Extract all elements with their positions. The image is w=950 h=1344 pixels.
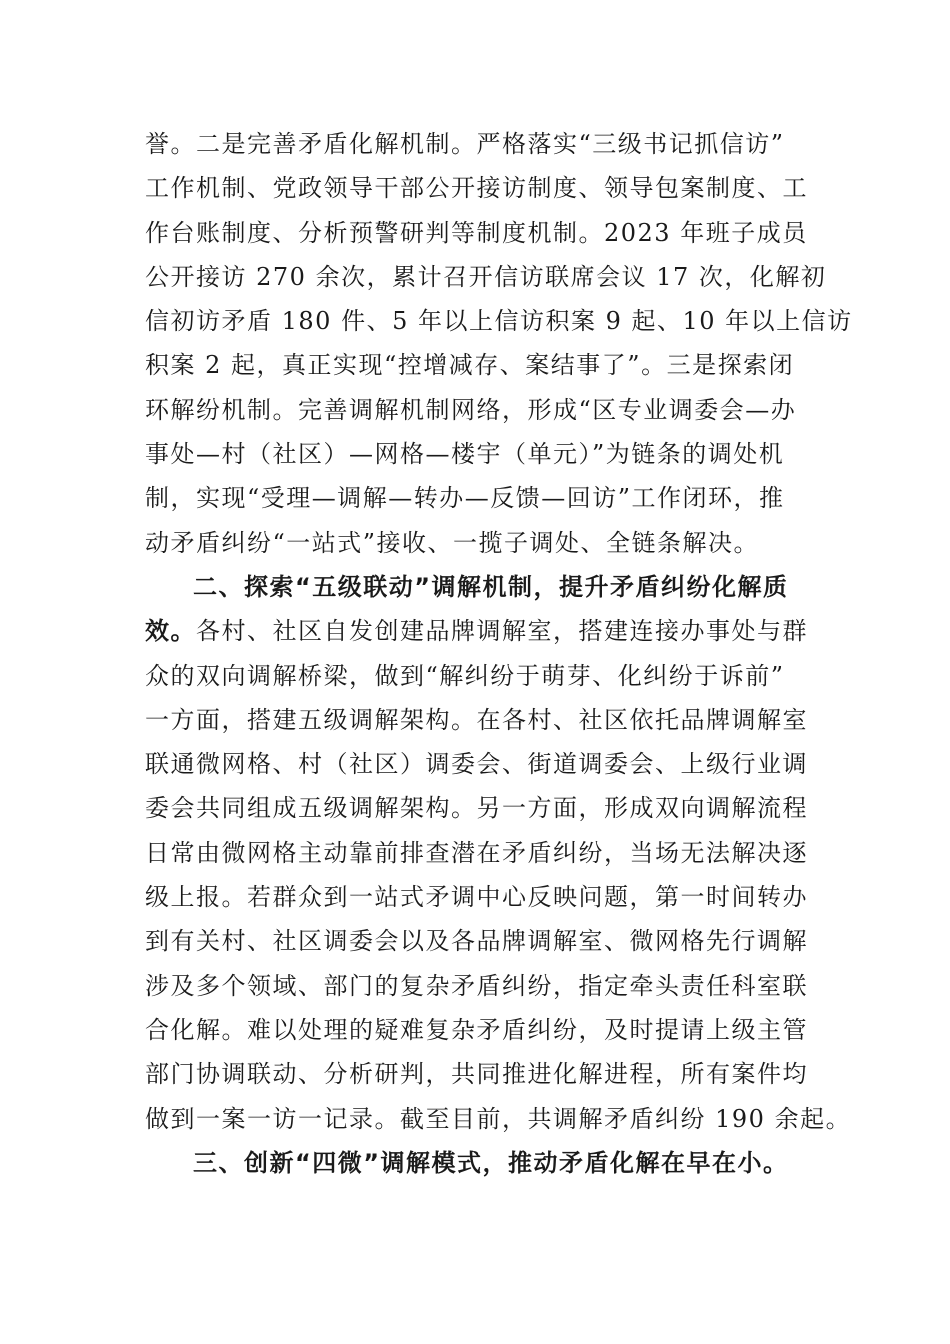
text-line: 制，实现“受理—调解—转办—反馈—回访”工作闭环，推 — [145, 484, 785, 513]
text-run: 各村、社区自发创建品牌调解室，搭建连接办事处与群 — [196, 617, 808, 646]
text-line: 部门协调联动、分析研判，共同推进化解进程，所有案件均 — [145, 1060, 808, 1089]
text-line: 动矛盾纠纷“一站式”接收、一揽子调处、全链条解决。 — [145, 528, 760, 557]
text-line — [145, 609, 825, 653]
text-line: 信初访矛盾 180 件、5 年以上信访积案 9 起、10 年以上信访 — [145, 307, 853, 336]
text-line: 誉。二是完善矛盾化解机制。严格落实“三级书记抓信访” — [145, 130, 785, 158]
section-heading-2-end: 效。 — [145, 617, 196, 646]
text-line: 一方面，搭建五级调解架构。在各村、社区依托品牌调解室 — [145, 705, 808, 734]
text-line: 环解纷机制。完善调解机制网络，形成“区专业调委会—办 — [145, 395, 797, 424]
body-text — [145, 122, 853, 1185]
text-line: 作台账制度、分析预警研判等制度机制。2023 年班子成员 — [145, 218, 808, 247]
section-heading-2: 二、探索“五级联动”调解机制，提升矛盾纠纷化解质 — [193, 572, 789, 601]
text-line: 做到一案一访一记录。截至目前，共调解矛盾纠纷 190 余起。 — [145, 1104, 852, 1133]
text-line: 事处—村（社区）—网格—楼宇（单元）”为链条的调处机 — [145, 440, 785, 469]
text-line: 涉及多个领域、部门的复杂矛盾纠纷，指定牵头责任科室联 — [145, 971, 808, 1000]
text-line: 级上报。若群众到一站式矛调中心反映问题，第一时间转办 — [145, 883, 808, 912]
text-line: 合化解。难以处理的疑难复杂矛盾纠纷，及时提请上级主管 — [145, 1015, 808, 1044]
text-line: 公开接访 270 余次，累计召开信访联席会议 17 次，化解初 — [145, 262, 827, 291]
text-line: 日常由微网格主动靠前排查潜在矛盾纠纷，当场无法解决逐 — [145, 838, 808, 867]
text-line: 委会共同组成五级调解架构。另一方面，形成双向调解流程 — [145, 794, 808, 823]
text-line: 联通微网格、村（社区）调委会、街道调委会、上级行业调 — [145, 750, 808, 779]
section-heading-3: 三、创新“四微”调解模式，推动矛盾化解在早在小。 — [193, 1148, 789, 1177]
text-line: 到有关村、社区调委会以及各品牌调解室、微网格先行调解 — [145, 927, 808, 956]
text-line: 工作机制、党政领导干部公开接访制度、领导包案制度、工 — [145, 174, 808, 203]
text-line: 众的双向调解桥梁，做到“解纠纷于萌芽、化纠纷于诉前” — [145, 661, 785, 690]
text-line: 积案 2 起，真正实现“控增减存、案结事了”。三是探索闭 — [145, 351, 795, 380]
